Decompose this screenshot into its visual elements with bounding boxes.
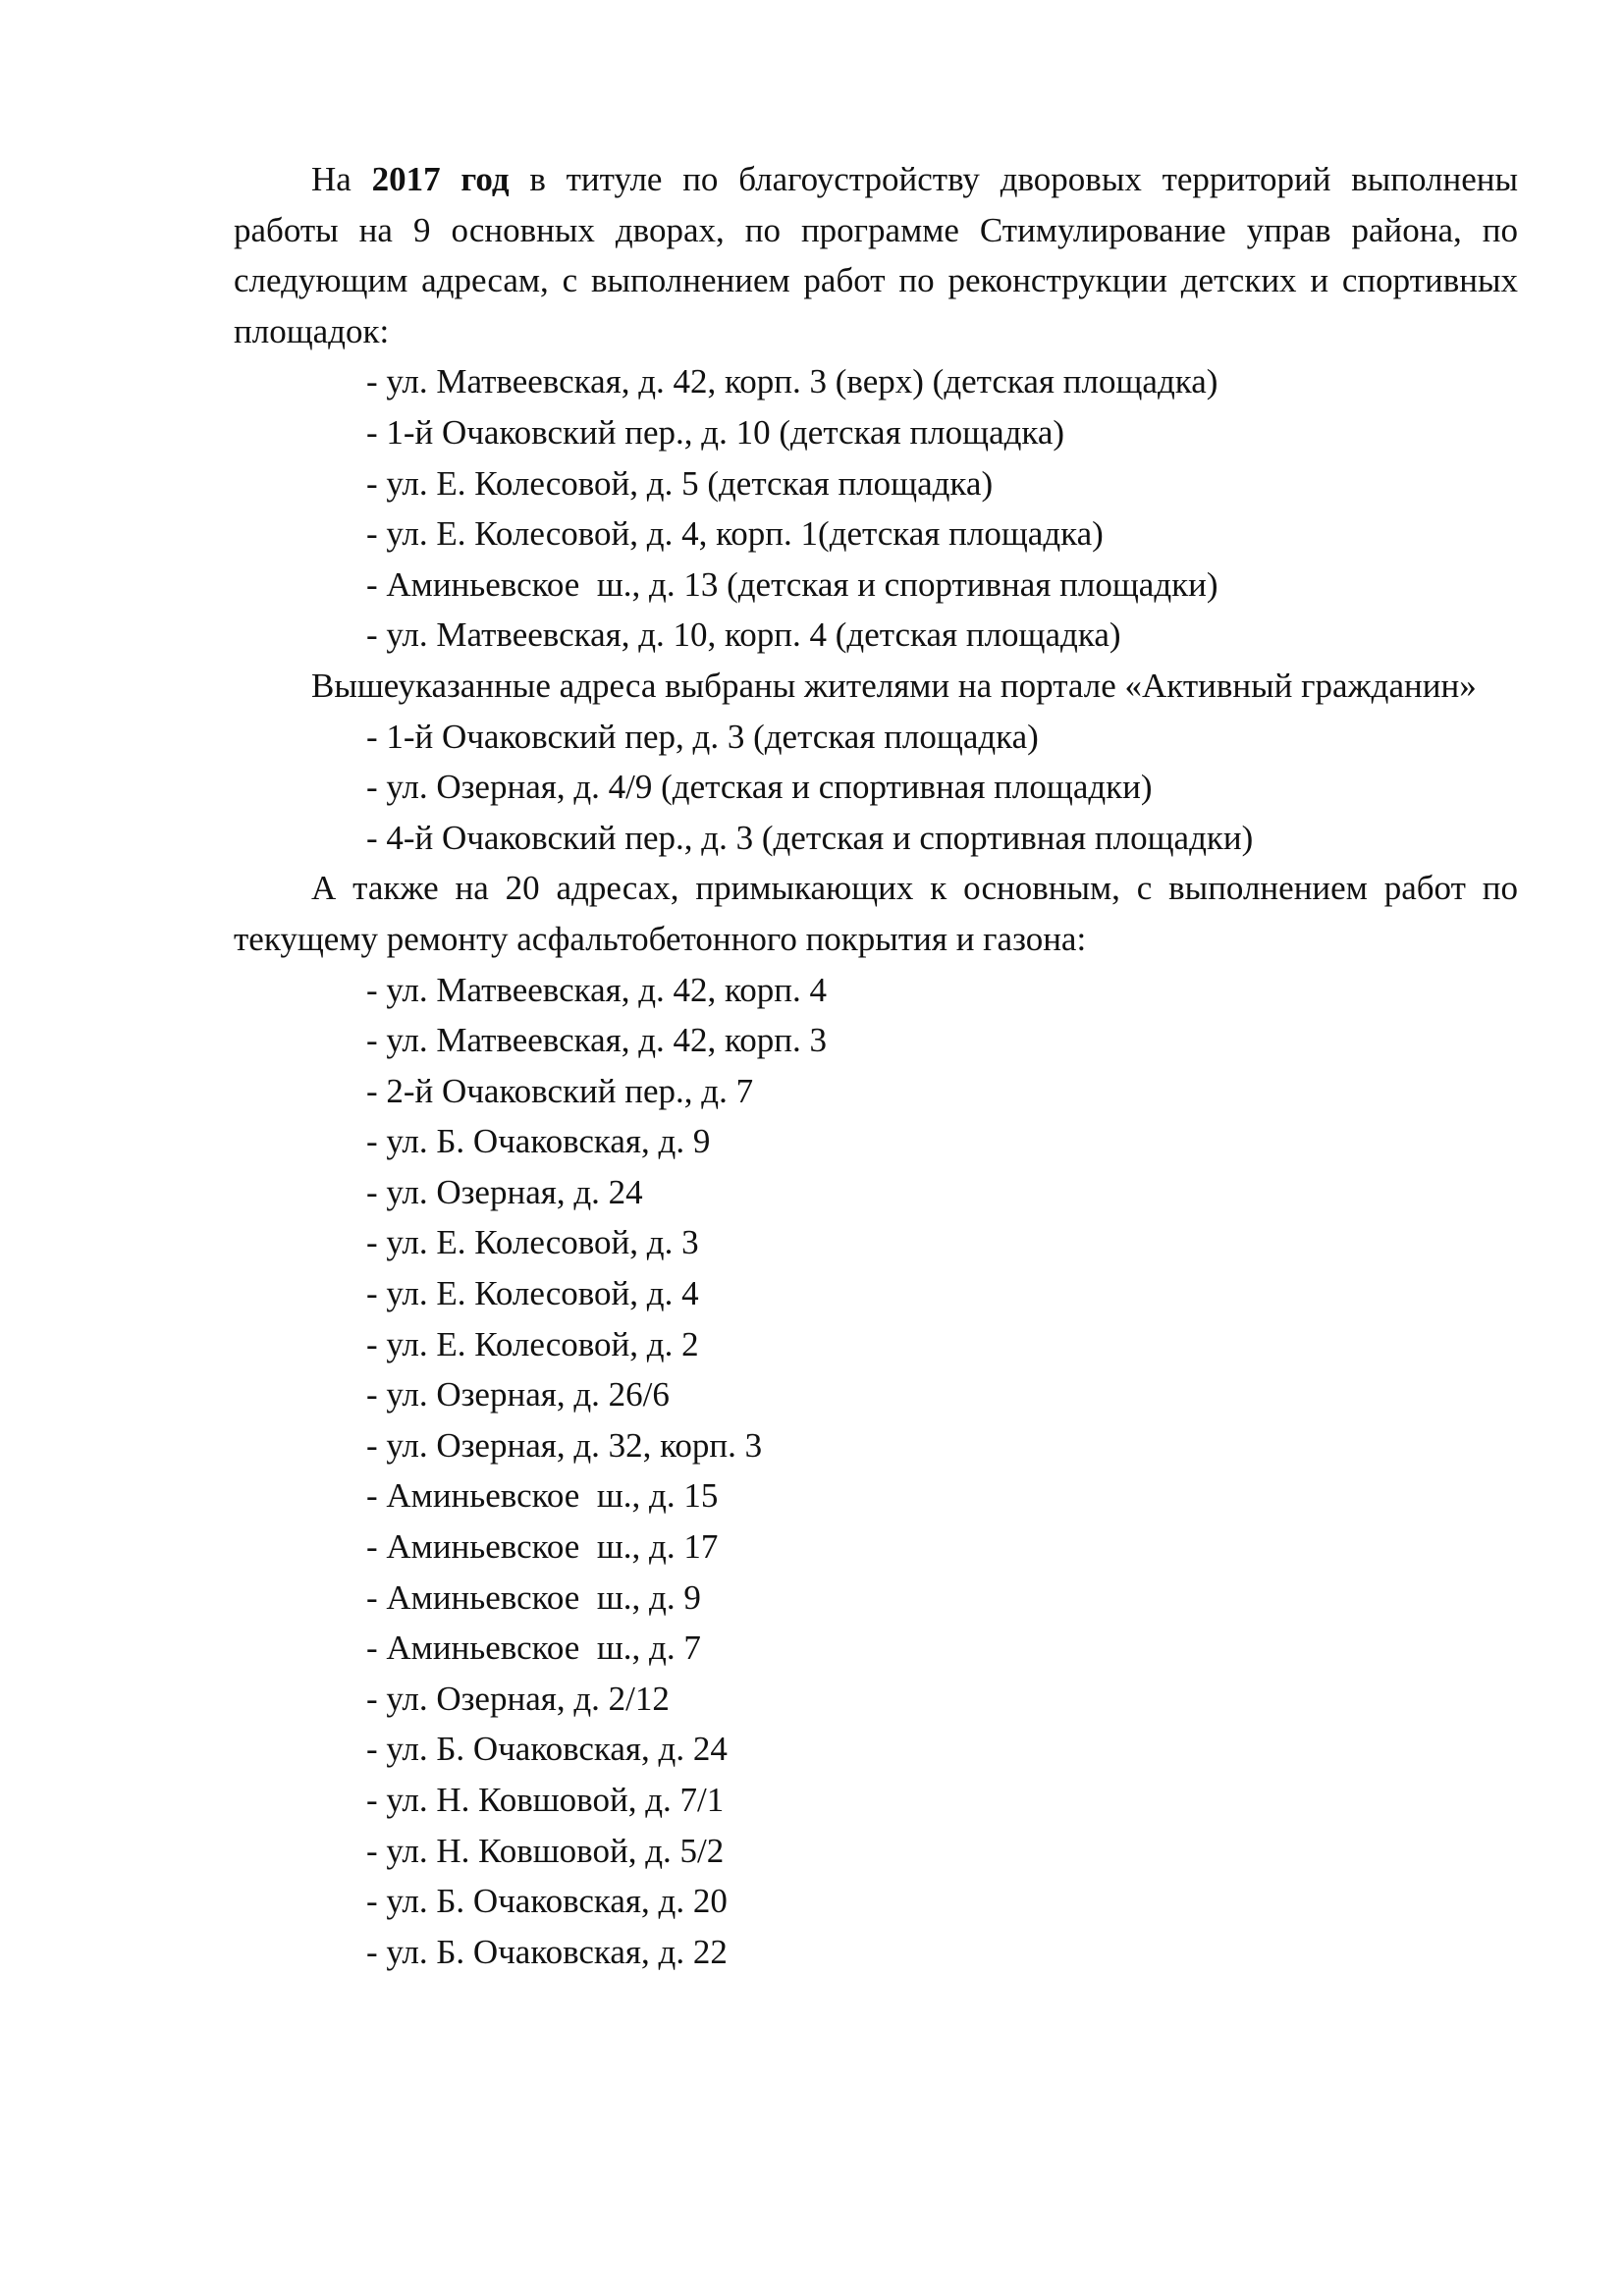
list-item: - ул. Б. Очаковская, д. 20 [366, 1882, 728, 1921]
intro-year: 2017 год [371, 160, 510, 198]
intro-paragraph [234, 154, 1518, 356]
list-item: - Аминьевское ш., д. 15 [366, 1476, 719, 1516]
address-list-active-citizen [234, 712, 1518, 864]
list-item: - Аминьевское ш., д. 17 [366, 1527, 719, 1567]
list-item: - 4-й Очаковский пер., д. 3 (детская и спортивная площадки) [366, 818, 1254, 857]
list-item: - ул. Озерная, д. 24 [366, 1172, 643, 1211]
list-item: - ул. Озерная, д. 26/6 [366, 1375, 670, 1415]
intro-text: в титуле по благоустройству дворовых территорий выполнены работы на 9 основных дворах, по программе Стимулирование управ района, по следующим адресам, с выполнением работ по реконструкции детских и спортивных площадок: [234, 160, 1519, 350]
list-item: - 1-й Очаковский пер, д. 3 (детская площадка) [366, 717, 1039, 756]
list-item: - ул. Е. Колесовой, д. 2 [366, 1324, 699, 1363]
list-item: - ул. Б. Очаковская, д. 9 [366, 1122, 711, 1161]
list-item: - ул. Н. Ковшовой, д. 7/1 [366, 1781, 725, 1819]
list-item: - ул. Е. Колесовой, д. 3 [366, 1223, 699, 1262]
list-item: - ул. Озерная, д. 2/12 [366, 1679, 670, 1718]
list-item: - ул. Е. Колесовой, д. 5 (детская площадка) [366, 463, 994, 503]
list-item: - ул. Матвеевская, д. 42, корп. 3 (верх) (детская площадка) [366, 362, 1218, 401]
list-item: - ул. Е. Колесовой, д. 4 [366, 1274, 699, 1313]
list-item: - Аминьевское ш., д. 9 [366, 1577, 701, 1617]
intro-prefix: На [311, 160, 372, 198]
list-item: - ул. Матвеевская, д. 10, корп. 4 (детская площадка) [366, 615, 1121, 655]
list-item: - ул. Озерная, д. 32, корп. 3 [366, 1425, 763, 1465]
list-item: - ул. Матвеевская, д. 42, корп. 4 [366, 970, 827, 1009]
document-page [234, 154, 1518, 1977]
list-item: - 2-й Очаковский пер., д. 7 [366, 1071, 754, 1110]
list-item: - 1-й Очаковский пер., д. 10 (детская площадка) [366, 412, 1065, 452]
list-item: - ул. Матвеевская, д. 42, корп. 3 [366, 1021, 827, 1060]
active-citizen-paragraph: Вышеуказанные адреса выбраны жителями на портале «Активный гражданин» [311, 666, 1477, 705]
address-list-adjacent [234, 965, 1518, 1978]
address-list-main [234, 356, 1518, 661]
list-item: - ул. Б. Очаковская, д. 24 [366, 1730, 728, 1769]
adjacent-addresses-paragraph: А также на 20 адресах, примыкающих к основным, с выполнением работ по текущему ремонту асфальтобетонного покрытия и газона: [234, 869, 1518, 958]
list-item: - ул. Б. Очаковская, д. 22 [366, 1932, 728, 1971]
list-item: - ул. Н. Ковшовой, д. 5/2 [366, 1831, 725, 1870]
list-item: - Аминьевское ш., д. 7 [366, 1629, 701, 1668]
list-item: - Аминьевское ш., д. 13 (детская и спортивная площадки) [366, 564, 1218, 604]
list-item: - ул. Озерная, д. 4/9 (детская и спортивная площадки) [366, 768, 1153, 807]
list-item: - ул. Е. Колесовой, д. 4, корп. 1(детская площадка) [366, 514, 1104, 554]
